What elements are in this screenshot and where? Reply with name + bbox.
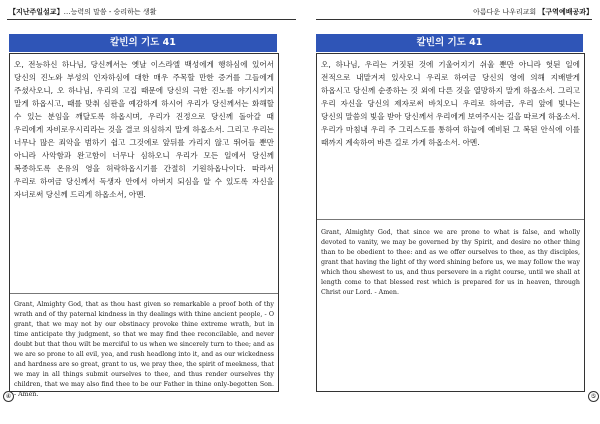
right-english-prayer: Grant, Almighty God, that since we are prone to what is false, and wholly devoted to vanity, we may be governed by thy Spirit, and desire no other thing than to be obedient to thee: and as we offer ourselves to thee, as thy disciples, grant that having the light of thy word shining before us, we may follow the way which thou shewest to us, and thus persevere in a right course, until we shall at length come to that blessed rest which is prepared for us in heaven, through Christ our Lord. - Amen. [321, 229, 580, 296]
right-header-church: 아름다운 나우리교회 [473, 8, 539, 16]
right-title-banner: 칼빈의 기도 41 [316, 34, 583, 52]
left-title-banner: 칼빈의 기도 41 [9, 34, 277, 52]
left-header-section: 【지난주일설교】 [9, 8, 64, 16]
right-page-number: ⑤ [588, 391, 599, 402]
right-page [300, 0, 600, 424]
right-korean-prayer: 오, 하나님, 우리는 거짓된 것에 기울어지기 쉬울 뿐만 아니라 헛된 일에 전적으로 내맡겨져 있사오니 우리로 하여금 당신의 영에 의해 지배받게 하옵시고 당신께 순종하는 것 외에 다른 것을 열망하지 말게 하옵소서. 그리고 우리 자신을 당신의 제자로써 바치오니 우리로 하여금, 우리 앞에 빛나는 당신의 말씀의 빛을 받아 당신께서 우리에게 보여주시는 길을 따르게 하옵소서. 우리가 마침내 우리 주 그리스도를 통하여 하늘에 예비된 그 복된 안식에 이를 때까지 계속하여 바른 길로 가게 하옵소서. 아멘. [321, 60, 580, 147]
left-korean-prayer: 오, 전능하신 하나님, 당신께서는 옛날 이스라엘 백성에게 행하심에 있어서 당신의 진노와 부성의 인자하심에 대한 매우 주목할 만한 증거를 그들에게 주셨사오니, 오 하나님, 우리의 고집 때문에 당신의 극한 진노를 야기시키지 말게 하옵시고, 때를 맞춰 심판을 예감하게 하시어 우리가 당신께서는 화해할 수 있는 분임을 깨달도록 하옵시며, 우리가 진정으로 당신께 돌아갈 때 우리에게 자비로우시리라는 것을 결코 의심하지 말게 하옵소서. 그리고 우리는 너무나 많은 죄악을 범하기 쉽고 그것에로 앞뒤를 가리지 않고 뛰어들 뿐만 아니라 사악함과 완고함이 너무나 심하오니 우리가 모든 일에서 당신께 복종하도록 온유의 영을 허락하옵시기를 간절히 기원하옵나이다. 따라서 우리로 하여금 당신께서 독생자 안에서 아버지 되심을 알 수 있도록 자신을 자녀로써 당신께 드리게 하옵소서, 아멘. [14, 60, 274, 199]
right-header-rule [316, 19, 592, 20]
left-english-prayer: Grant, Almighty God, that as thou hast given so remarkable a proof both of thy wrath and of thy paternal kindness in thy dealings with thine ancient people, - O grant, that we may not by our obstinacy provoke thine extreme wrath, but in time anticipate thy judgment, so that we may find thee reconcilable, and never doubt but that thou wilt be merciful to us when we sincerely turn to thee; and as we are so prone to all evil, yea, and rush headlong into it, and as our wickedness and hardness are so great, grant to us, we pray thee, the spirit of meekness, that we may in all things submit ourselves to thee, and thus render ourselves thy children, that we may also find thee to be our Father in thine only-begotten Son. - Amen. [14, 301, 274, 398]
left-header-subtitle: …능력의 말씀 - 승리하는 생활 [63, 8, 157, 16]
left-header-rule [7, 19, 296, 20]
right-divider [317, 219, 584, 220]
right-prayer-box [316, 53, 585, 392]
left-divider [10, 293, 278, 294]
left-header [9, 8, 156, 17]
right-header [473, 8, 593, 17]
right-header-section: 【구역예배공과】 [538, 8, 593, 16]
left-page-number: ④ [3, 391, 14, 402]
left-prayer-box [9, 53, 279, 398]
